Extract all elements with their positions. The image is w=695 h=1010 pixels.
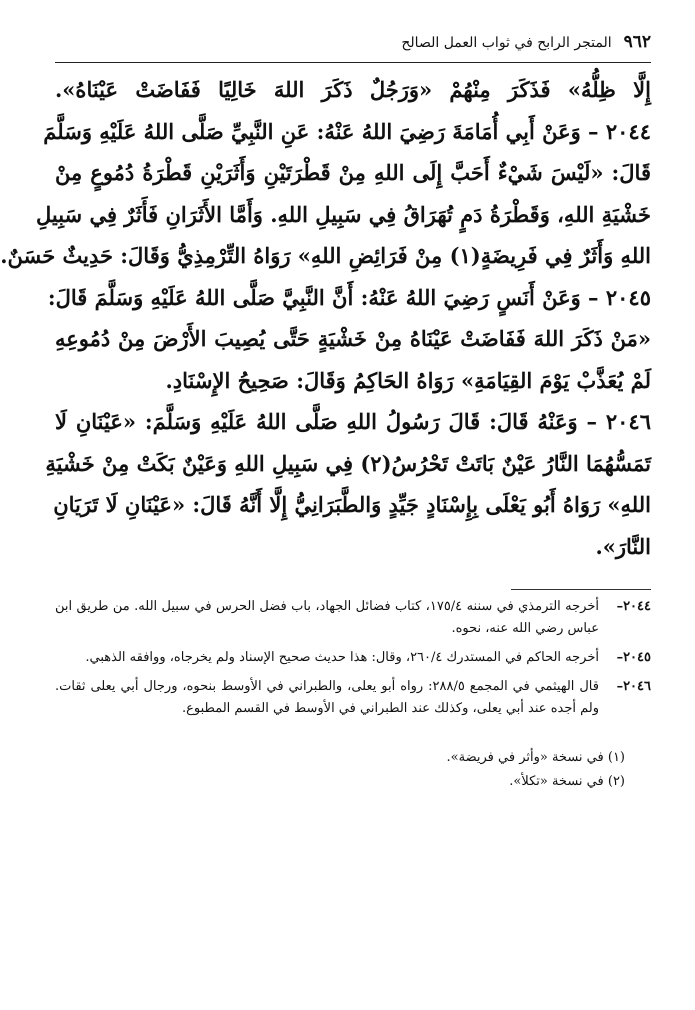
footnote-number: ٢٠٤٦– [616,679,651,694]
main-text [0,69,651,567]
text-line: تَمَسُّهُمَا النَّارُ عَيْنٌ بَاتَتْ تَحْرُسُ(٢) فِي سَبِيلِ اللهِ وَعَيْنٌ بَكَتْ مِنْ خَشْيَةِ [45,450,651,476]
text-line: لَمْ يُعَذَّبْ يَوْمَ القِيَامَةِ» رَوَاهُ الحَاكِمُ وَقَالَ: صَحِيحُ الإِسْنَادِ. [165,367,651,393]
text-line: اللهِ وَأَثَرٌ فِي فَرِيضَةٍ(١) مِنْ فَرَائِضِ اللهِ» رَوَاهُ التِّرْمِذِيُّ وَقَالَ: حَدِيثٌ حَسَنٌ. [0,243,651,268]
book-page [0,30,651,990]
running-title: المتجر الرابح في ثواب العمل الصالح [401,35,612,51]
footnote-text: قال الهيثمي في المجمع ٢٨٨/٥: رواه أبو يعلى، والطبراني في الأوسط بنحوه، ورجال أبي يعلى ثقات. ولم أجده عند أبي يعلى، وكذلك عند الطبراني في الأوسط في القسم المطبوع. [55,679,599,716]
footnote-number: ٢٠٤٤– [616,599,651,614]
footnote-text: أخرجه الترمذي في سننه ١٧٥/٤، كتاب فضائل الجهاد، باب فضل الحرس في سبيل الله. من طريق ابن عباس رضي الله عنه، نحوه. [55,599,599,636]
text-line: خَشْيَةِ اللهِ، وَقَطْرَةُ دَمٍ تُهَرَاقُ فِي سَبِيلِ اللهِ. وَأَمَّا الأَثَرَانِ فَأَثَرٌ فِي سَبِيلِ [35,201,651,227]
text-line: اللهِ» رَوَاهُ أَبُو يَعْلَى بِإِسْنَادٍ جَيِّدٍ وَالطَّبَرَانِيُّ إِلَّا أَنَّهُ قَالَ: «عَيْنَانِ لَا تَرَيَانِ [53,492,651,517]
variant-note: (٢) في نسخة «تكلأ». [509,774,625,789]
variant-note: (١) في نسخة «وأثر في فريضة». [446,750,625,765]
footnote-separator [511,589,651,590]
manuscript-variants [55,746,625,794]
running-head [55,30,651,63]
footnotes [55,596,651,720]
text-line: ٢٠٤٦ – وَعَنْهُ قَالَ: قَالَ رَسُولُ اللهِ صَلَّى اللهُ عَلَيْهِ وَسَلَّمَ: «عَيْنَانِ لَا [55,409,651,434]
page-number: ٩٦٢ [623,32,651,52]
footnote-number: ٢٠٤٥– [616,650,651,665]
text-line: النَّارَ». [595,533,651,559]
text-line: ٢٠٤٤ – وَعَنْ أَبِي أُمَامَةَ رَضِيَ اللهُ عَنْهُ: عَنِ النَّبِيِّ صَلَّى اللهُ عَلَيْهِ وَسَلَّمَ [43,118,651,144]
text-line: «مَنْ ذَكَرَ اللهَ فَفَاضَتْ عَيْنَاهُ مِنْ خَشْيَةٍ حَتَّى يُصِيبَ الأَرْضَ مِنْ دُمُوعِهِ [55,326,651,351]
text-line: إِلَّا ظِلُّهُ» فَذَكَرَ مِنْهُمْ «وَرَجُلٌ ذَكَرَ اللهَ خَالِيًا فَفَاضَتْ عَيْنَاهُ». [55,77,651,102]
footnote-2045 [55,647,651,669]
footnote-2044 [55,596,651,640]
text-line: ٢٠٤٥ – وَعَنْ أَنَسٍ رَضِيَ اللهُ عَنْهُ: أَنَّ النَّبِيَّ صَلَّى اللهُ عَلَيْهِ وَسَلَّمَ قَالَ: [47,284,651,310]
text-line: قَالَ: «لَيْسَ شَيْءٌ أَحَبَّ إِلَى اللهِ مِنْ قَطْرَتَيْنِ وَأَثَرَيْنِ قَطْرَةُ دُمُوعٍ مِنْ [55,160,651,185]
footnote-2046 [55,676,651,720]
footnote-text: أخرجه الحاكم في المستدرك ٢٦٠/٤، وقال: هذا حديث صحيح الإسناد ولم يخرجاه، ووافقه الذهبي. [85,650,599,665]
